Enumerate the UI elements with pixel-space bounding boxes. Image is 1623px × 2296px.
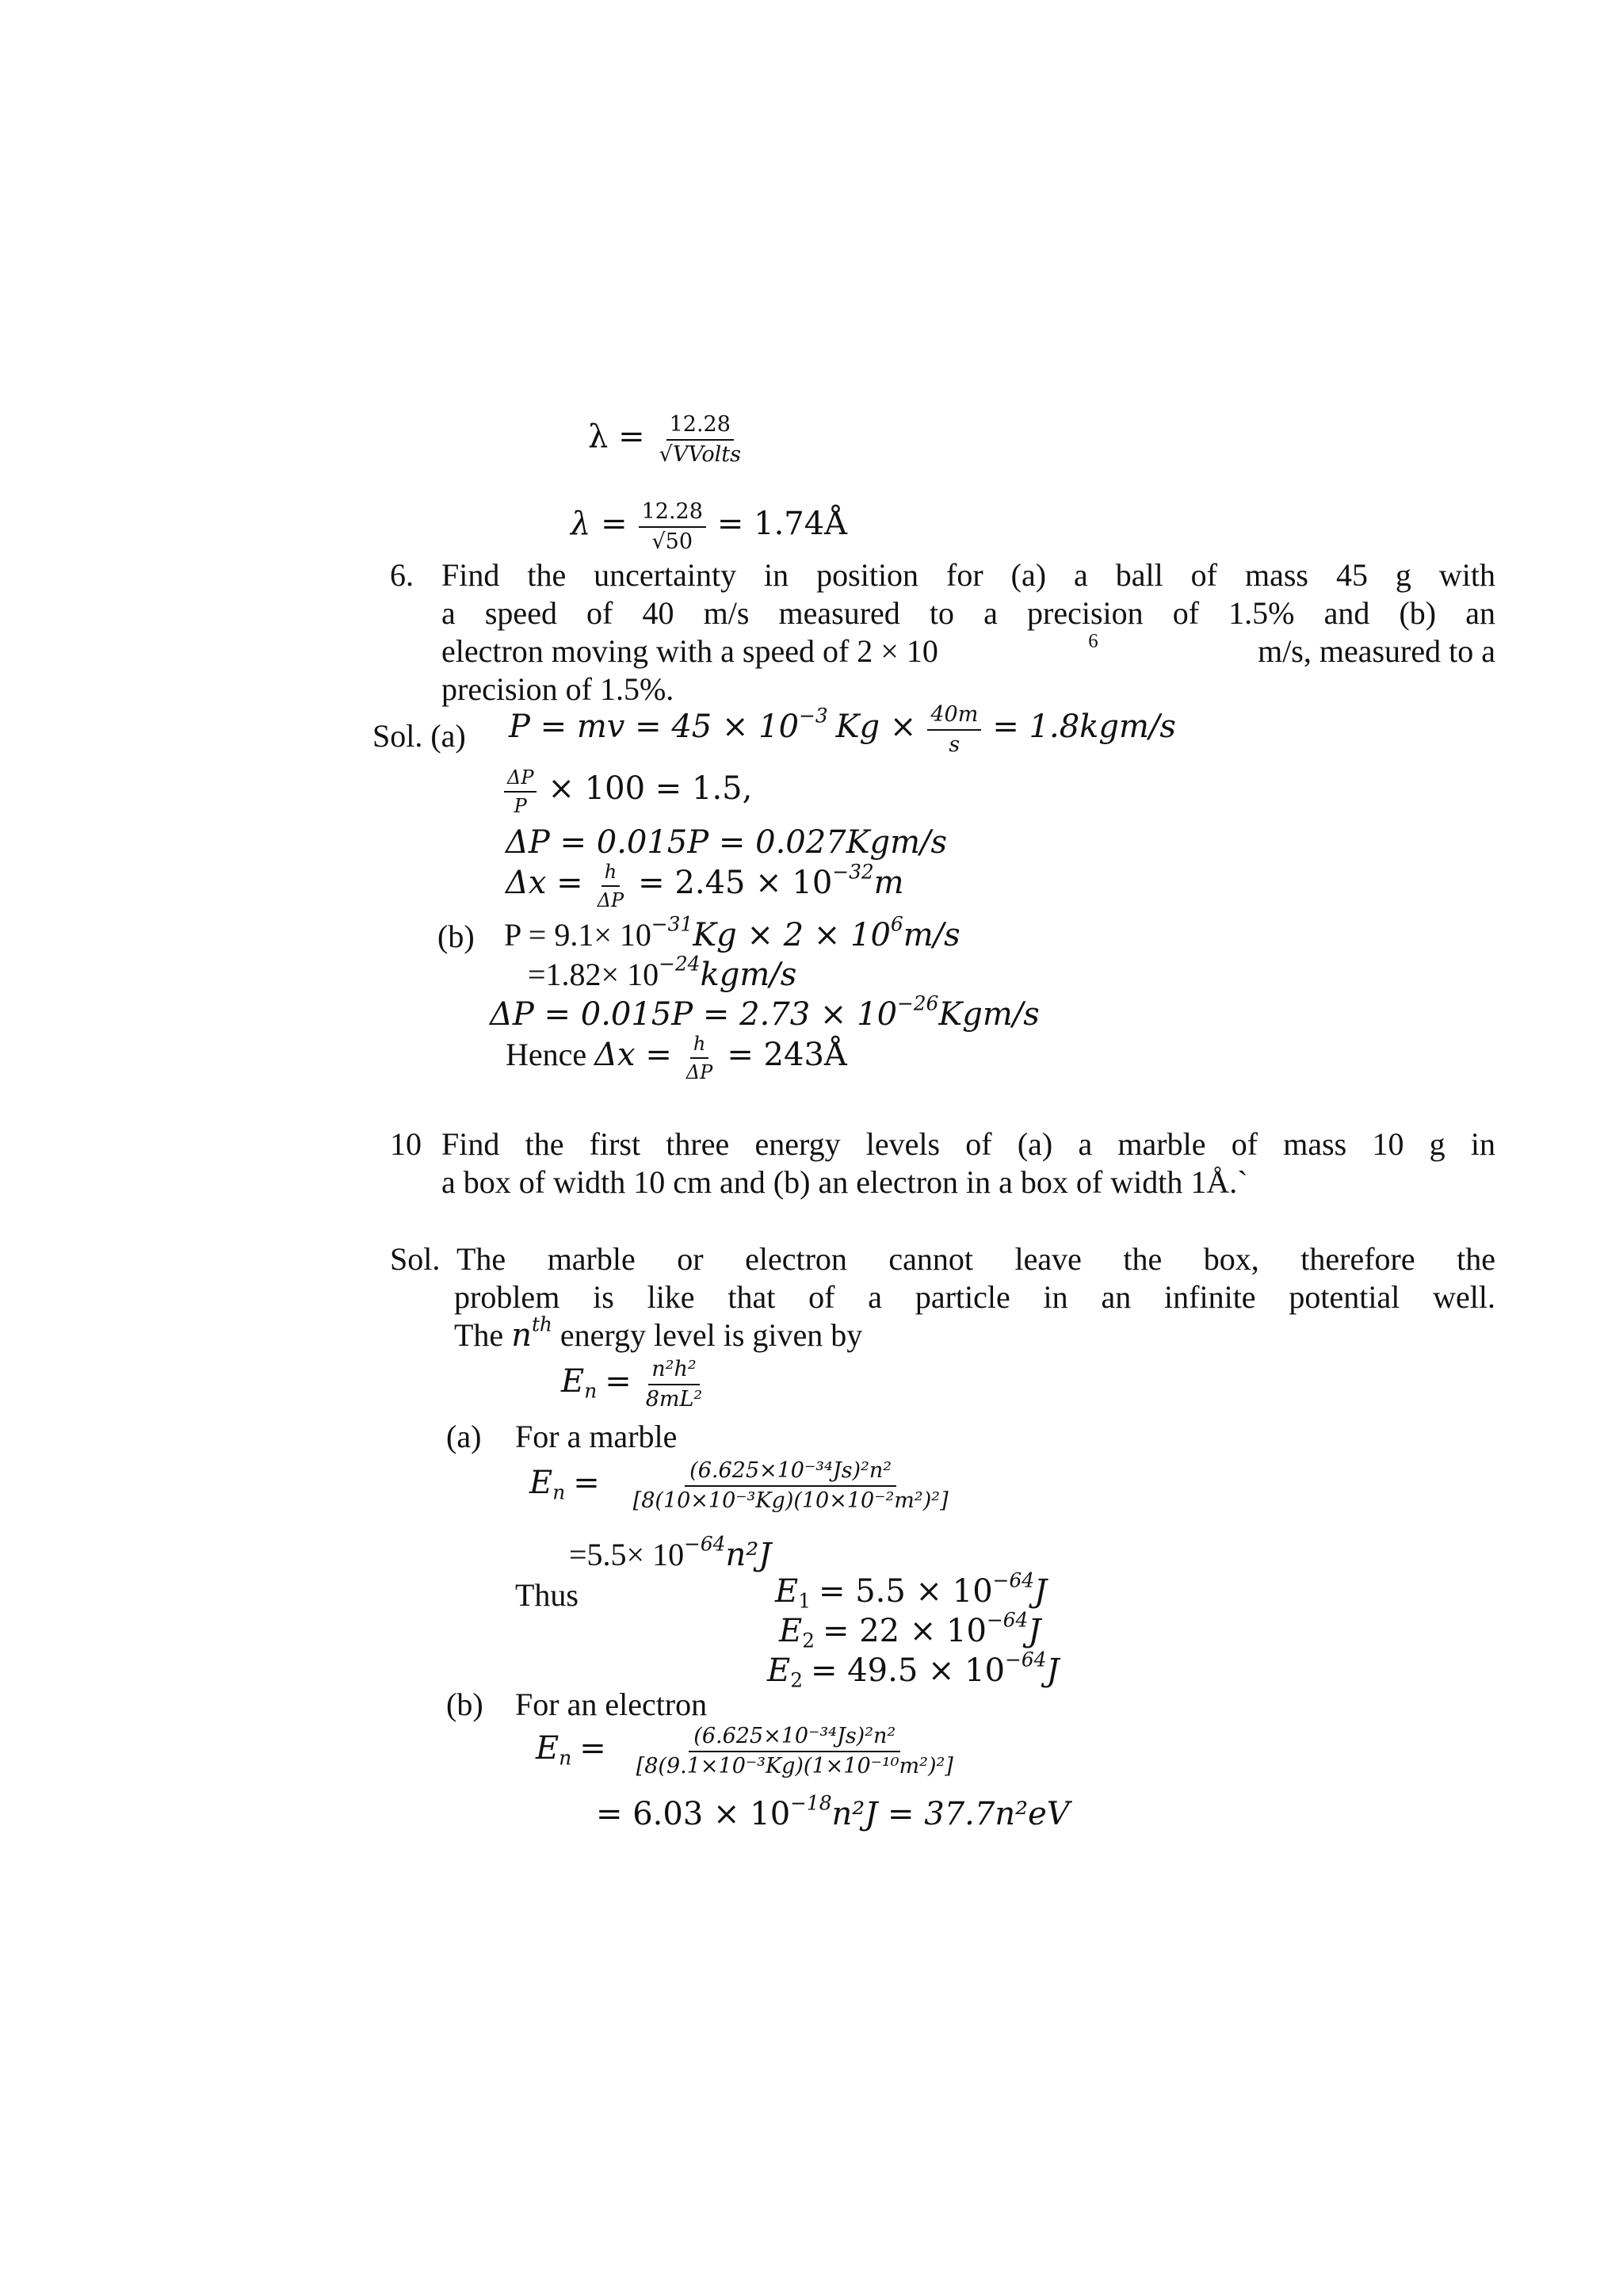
fraction bbox=[633, 1724, 957, 1779]
denominator: ΔP bbox=[685, 1061, 713, 1083]
energy-var: E bbox=[529, 1465, 553, 1502]
eq-part: Δx = bbox=[506, 865, 583, 902]
equation-a1 bbox=[509, 702, 1176, 758]
energy-electron-equation bbox=[536, 1724, 960, 1779]
energy-level bbox=[767, 1648, 1060, 1692]
text: energy level is given by bbox=[559, 1317, 863, 1353]
eq-part: Kg × 2 × 10 bbox=[693, 917, 891, 953]
exponent: −18 bbox=[790, 1791, 832, 1815]
exponent: −64 bbox=[992, 1568, 1035, 1592]
energy-var: E bbox=[775, 1573, 799, 1610]
denominator: [8(10×10⁻³Kg)(10×10⁻²m²)²] bbox=[632, 1488, 949, 1513]
denominator: 8mL² bbox=[645, 1387, 703, 1412]
question-line: Find the first three energy levels of (a) a marble of mass 10 g in bbox=[441, 1126, 1495, 1162]
fraction bbox=[630, 1458, 952, 1514]
numerator: ΔP bbox=[504, 766, 537, 793]
energy-electron-result bbox=[596, 1791, 1070, 1832]
eq-part: Hence bbox=[506, 1037, 587, 1073]
solution-line bbox=[454, 1312, 863, 1354]
exponent: 6 bbox=[1088, 630, 1098, 652]
denominator: s bbox=[949, 732, 960, 757]
energy-formula bbox=[561, 1357, 708, 1412]
question-number: 10 bbox=[390, 1126, 422, 1162]
numerator: (6.625×10⁻³⁴Js)²n² bbox=[689, 1724, 900, 1752]
eq-part: = 6.03 × 10 bbox=[596, 1796, 791, 1832]
solution-line: The marble or electron cannot leave the box, therefore the bbox=[456, 1241, 1495, 1277]
numerator: n²h² bbox=[648, 1357, 699, 1385]
numerator: 12.28 bbox=[639, 499, 706, 528]
part-label: (a) bbox=[446, 1419, 482, 1454]
equation-b4 bbox=[506, 1032, 847, 1084]
thus-label: Thus bbox=[515, 1577, 579, 1613]
fraction bbox=[504, 766, 537, 818]
part-text: For an electron bbox=[515, 1687, 708, 1722]
eq-part: Kg × bbox=[835, 709, 917, 746]
fraction bbox=[683, 1032, 716, 1084]
question-number: 6. bbox=[390, 557, 414, 593]
exponent: −64 bbox=[1005, 1648, 1047, 1671]
eq-part: P = 9.1× 10 bbox=[504, 917, 651, 953]
equals: = bbox=[573, 1465, 600, 1502]
eq-part: = 243Å bbox=[727, 1037, 847, 1074]
equation-b2 bbox=[528, 952, 797, 994]
numerator: h bbox=[601, 860, 620, 887]
root-sign: √ bbox=[659, 442, 673, 467]
subscript: n bbox=[584, 1379, 598, 1403]
volts-unit: Volts bbox=[688, 442, 741, 467]
equals: = bbox=[605, 1363, 632, 1400]
unit: kgm/s bbox=[700, 957, 797, 993]
eq-part: =5.5× 10 bbox=[569, 1537, 685, 1572]
part-label: (b) bbox=[446, 1687, 483, 1722]
numerator: (6.625×10⁻³⁴Js)²n² bbox=[685, 1458, 896, 1487]
eq-part: × 100 = 1.5, bbox=[548, 770, 753, 808]
solution-label: Sol. (a) bbox=[372, 718, 466, 754]
part-text: For a marble bbox=[515, 1419, 678, 1454]
text: The bbox=[454, 1317, 504, 1353]
eq-part: = 1.8kgm/s bbox=[992, 709, 1176, 746]
fraction bbox=[643, 1357, 706, 1412]
exponent: −26 bbox=[897, 991, 939, 1015]
subscript: n bbox=[559, 1746, 572, 1770]
unit: m/s bbox=[903, 917, 960, 953]
wavelength-formula-line1 bbox=[588, 412, 747, 468]
unit: Kgm/s bbox=[938, 996, 1040, 1033]
question-line: Find the uncertainty in position for (a) a ball of mass 45 g with bbox=[441, 557, 1495, 593]
unit: J bbox=[1034, 1573, 1048, 1610]
voltage-var: V bbox=[672, 442, 689, 467]
unit: n²J bbox=[725, 1537, 772, 1573]
exponent: −32 bbox=[832, 860, 874, 884]
n-variable: n bbox=[511, 1317, 532, 1354]
fraction bbox=[656, 412, 744, 468]
fraction bbox=[927, 702, 981, 758]
fraction bbox=[639, 499, 706, 555]
energy-level bbox=[779, 1608, 1041, 1652]
equation-b1 bbox=[504, 912, 960, 954]
fraction bbox=[594, 860, 627, 912]
eq-part: = 2.45 × 10 bbox=[638, 865, 833, 902]
eq-part: =1.82× 10 bbox=[528, 957, 659, 992]
unit: J bbox=[1028, 1613, 1041, 1649]
energy-marble-equation bbox=[529, 1458, 955, 1514]
unit: J bbox=[1046, 1652, 1060, 1689]
numerator: h bbox=[690, 1032, 708, 1059]
question-text: electron moving with a speed of 2 × 10 bbox=[441, 633, 938, 669]
equation-a2 bbox=[501, 766, 752, 818]
unit: m bbox=[873, 865, 904, 902]
result: = 1.74Å bbox=[716, 506, 848, 543]
subscript: n bbox=[552, 1480, 566, 1504]
equation-a3: ΔP = 0.015P = 0.027Kgm/s bbox=[506, 824, 948, 861]
question-text: m/s, measured to a bbox=[1258, 633, 1495, 669]
numerator: 12.28 bbox=[666, 412, 734, 441]
question-line: a speed of 40 m/s measured to a precision of 1.5% and (b) an bbox=[441, 595, 1495, 631]
exponent: −64 bbox=[684, 1532, 726, 1556]
numerator: 40m bbox=[927, 702, 981, 731]
energy-marble-result bbox=[569, 1532, 772, 1574]
value: = 22 × 10 bbox=[822, 1613, 987, 1649]
subscript: 2 bbox=[790, 1668, 803, 1692]
denominator: √50 bbox=[651, 529, 693, 554]
exponent: 6 bbox=[890, 912, 903, 936]
solution-line: problem is like that of a particle in an infinite potential well. bbox=[454, 1279, 1495, 1315]
eq-part: P = mv = 45 × 10 bbox=[509, 709, 800, 746]
value: = 49.5 × 10 bbox=[810, 1652, 1006, 1689]
exponent: −3 bbox=[799, 704, 828, 728]
energy-level bbox=[775, 1568, 1048, 1613]
exponent: −64 bbox=[986, 1608, 1029, 1632]
wavelength-formula-line2 bbox=[571, 499, 847, 555]
subscript: 1 bbox=[798, 1589, 811, 1613]
energy-var: E bbox=[767, 1652, 791, 1689]
eq-part: ΔP = 0.015P = 2.73 × 10 bbox=[490, 996, 898, 1033]
equation-a4 bbox=[506, 860, 904, 912]
denominator: [8(9.1×10⁻³Kg)(1×10⁻¹⁰m²)²] bbox=[636, 1754, 953, 1778]
energy-var: E bbox=[779, 1613, 803, 1649]
eq-part: n²J = 37.7n²eV bbox=[831, 1796, 1070, 1832]
equals: = bbox=[579, 1730, 606, 1767]
question-line bbox=[441, 632, 1495, 670]
energy-var: E bbox=[536, 1730, 559, 1767]
value: = 5.5 × 10 bbox=[818, 1573, 993, 1610]
question-line: a box of width 10 cm and (b) an electron in a box of width 1Å.` bbox=[441, 1164, 1248, 1200]
exponent: −31 bbox=[651, 912, 693, 936]
denominator: P bbox=[514, 795, 527, 817]
subscript: 2 bbox=[802, 1629, 815, 1652]
energy-var: E bbox=[561, 1363, 585, 1400]
lambda-label: λ = bbox=[588, 418, 645, 456]
question-line: precision of 1.5%. bbox=[441, 671, 674, 707]
exponent: −24 bbox=[659, 952, 701, 976]
equation-b3 bbox=[490, 991, 1040, 1033]
part-label: (b) bbox=[437, 919, 475, 954]
denominator: ΔP bbox=[597, 889, 624, 911]
solution-label: Sol. bbox=[390, 1241, 441, 1277]
eq-part: Δx = bbox=[594, 1037, 672, 1074]
lambda-label: λ = bbox=[571, 506, 628, 543]
superscript: th bbox=[531, 1312, 552, 1336]
